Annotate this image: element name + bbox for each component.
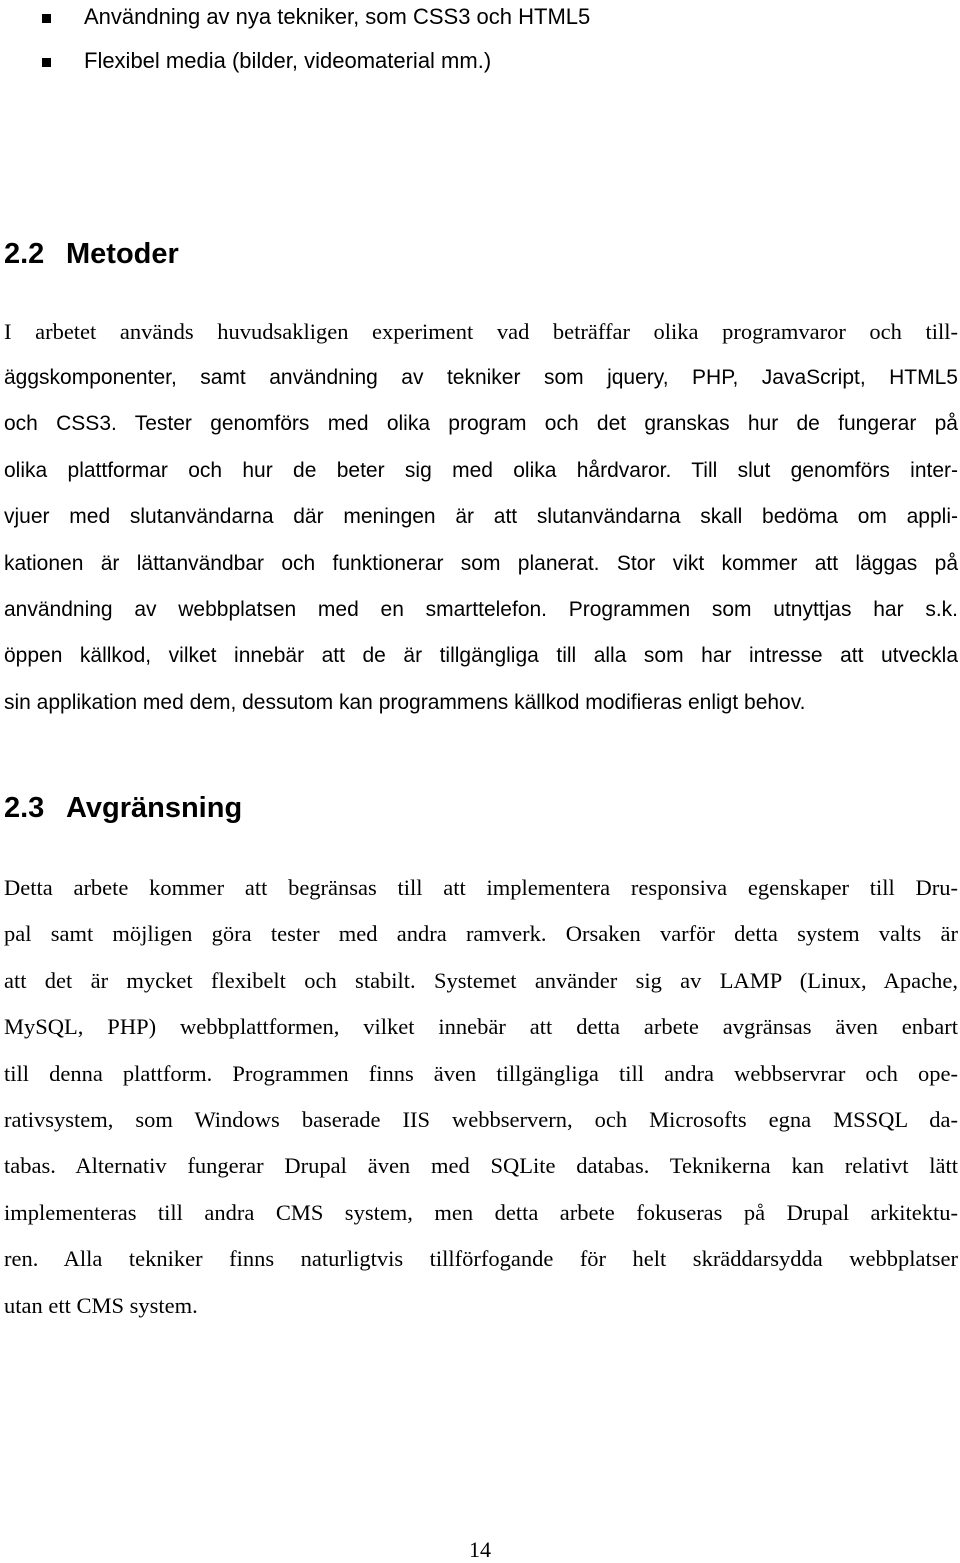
text-line: utan ett CMS system. <box>4 1292 198 1318</box>
text-line: MySQL, PHP) webbplattformen, vilket innebär att detta arbete avgränsas även enbart <box>4 1014 958 1040</box>
section-heading-2-3 <box>4 790 242 826</box>
text-line: att det är mycket flexibelt och stabilt. Systemet använder sig av LAMP (Linux, Apache, <box>4 967 958 993</box>
text-line: olika plattformar och hur de beter sig med olika hårdvaror. Till slut genomförs inter- <box>4 458 958 482</box>
section-number: 2.3 <box>4 792 45 824</box>
page-number: 14 <box>469 1537 491 1562</box>
bullet-text: Användning av nya tekniker, som CSS3 och HTML5 <box>84 4 591 29</box>
square-bullet-icon <box>42 58 51 67</box>
text-line: pal samt möjligen göra tester med andra ramverk. Orsaken varför detta system valts är <box>4 921 958 947</box>
text-line: och CSS3. Tester genomförs med olika program och det granskas hur de fungerar på <box>4 412 958 436</box>
text-line: Detta arbete kommer att begränsas till att implementera responsiva egenskaper till Dru- <box>4 875 958 900</box>
paragraph-metoder <box>4 309 958 355</box>
text-line: öppen källkod, vilket innebär att de är tillgängliga till alla som har intresse att utveckla <box>4 644 958 668</box>
text-line: tabas. Alternativ fungerar Drupal även med SQLite databas. Teknikerna kan relativt lätt <box>4 1153 958 1179</box>
section-title: Avgränsning <box>66 792 243 824</box>
text-line: implementeras till andra CMS system, men detta arbete fokuseras på Drupal arkitektu- <box>4 1199 958 1225</box>
text-line: kationen är lättanvändbar och funktionerar som planerat. Stor vikt kommer att läggas på <box>4 551 958 575</box>
section-number: 2.2 <box>4 238 45 270</box>
text-line: äggskomponenter, samt användning av tekniker som jquery, PHP, JavaScript, HTML5 <box>4 366 958 389</box>
section-title: Metoder <box>66 238 179 270</box>
square-bullet-icon <box>42 14 51 23</box>
bullet-text: Flexibel media (bilder, videomaterial mm.) <box>84 48 492 73</box>
text-line: till denna plattform. Programmen finns även tillgängliga till andra webbservrar och ope- <box>4 1060 958 1086</box>
text-line: ren. Alla tekniker finns naturligtvis tillförfogande för helt skräddarsydda webbplatser <box>4 1246 958 1272</box>
text-line: I arbetet används huvudsakligen experiment vad beträffar olika programvaror och till- <box>4 319 958 344</box>
text-line: vjuer med slutanvändarna där meningen är att slutanvändarna skall bedöma om appli- <box>4 505 958 529</box>
text-line: rativsystem, som Windows baserade IIS webbservern, och Microsofts egna MSSQL da- <box>4 1106 958 1132</box>
text-line: sin applikation med dem, dessutom kan programmens källkod modifieras enligt behov. <box>4 690 806 714</box>
paragraph-metoder-continued <box>4 355 958 726</box>
section-heading-2-2 <box>4 236 179 272</box>
text-line: användning av webbplatsen med en smarttelefon. Programmen som utnyttjas har s.k. <box>4 597 958 621</box>
bullet-item <box>0 48 960 97</box>
paragraph-avgransning <box>4 865 958 1329</box>
